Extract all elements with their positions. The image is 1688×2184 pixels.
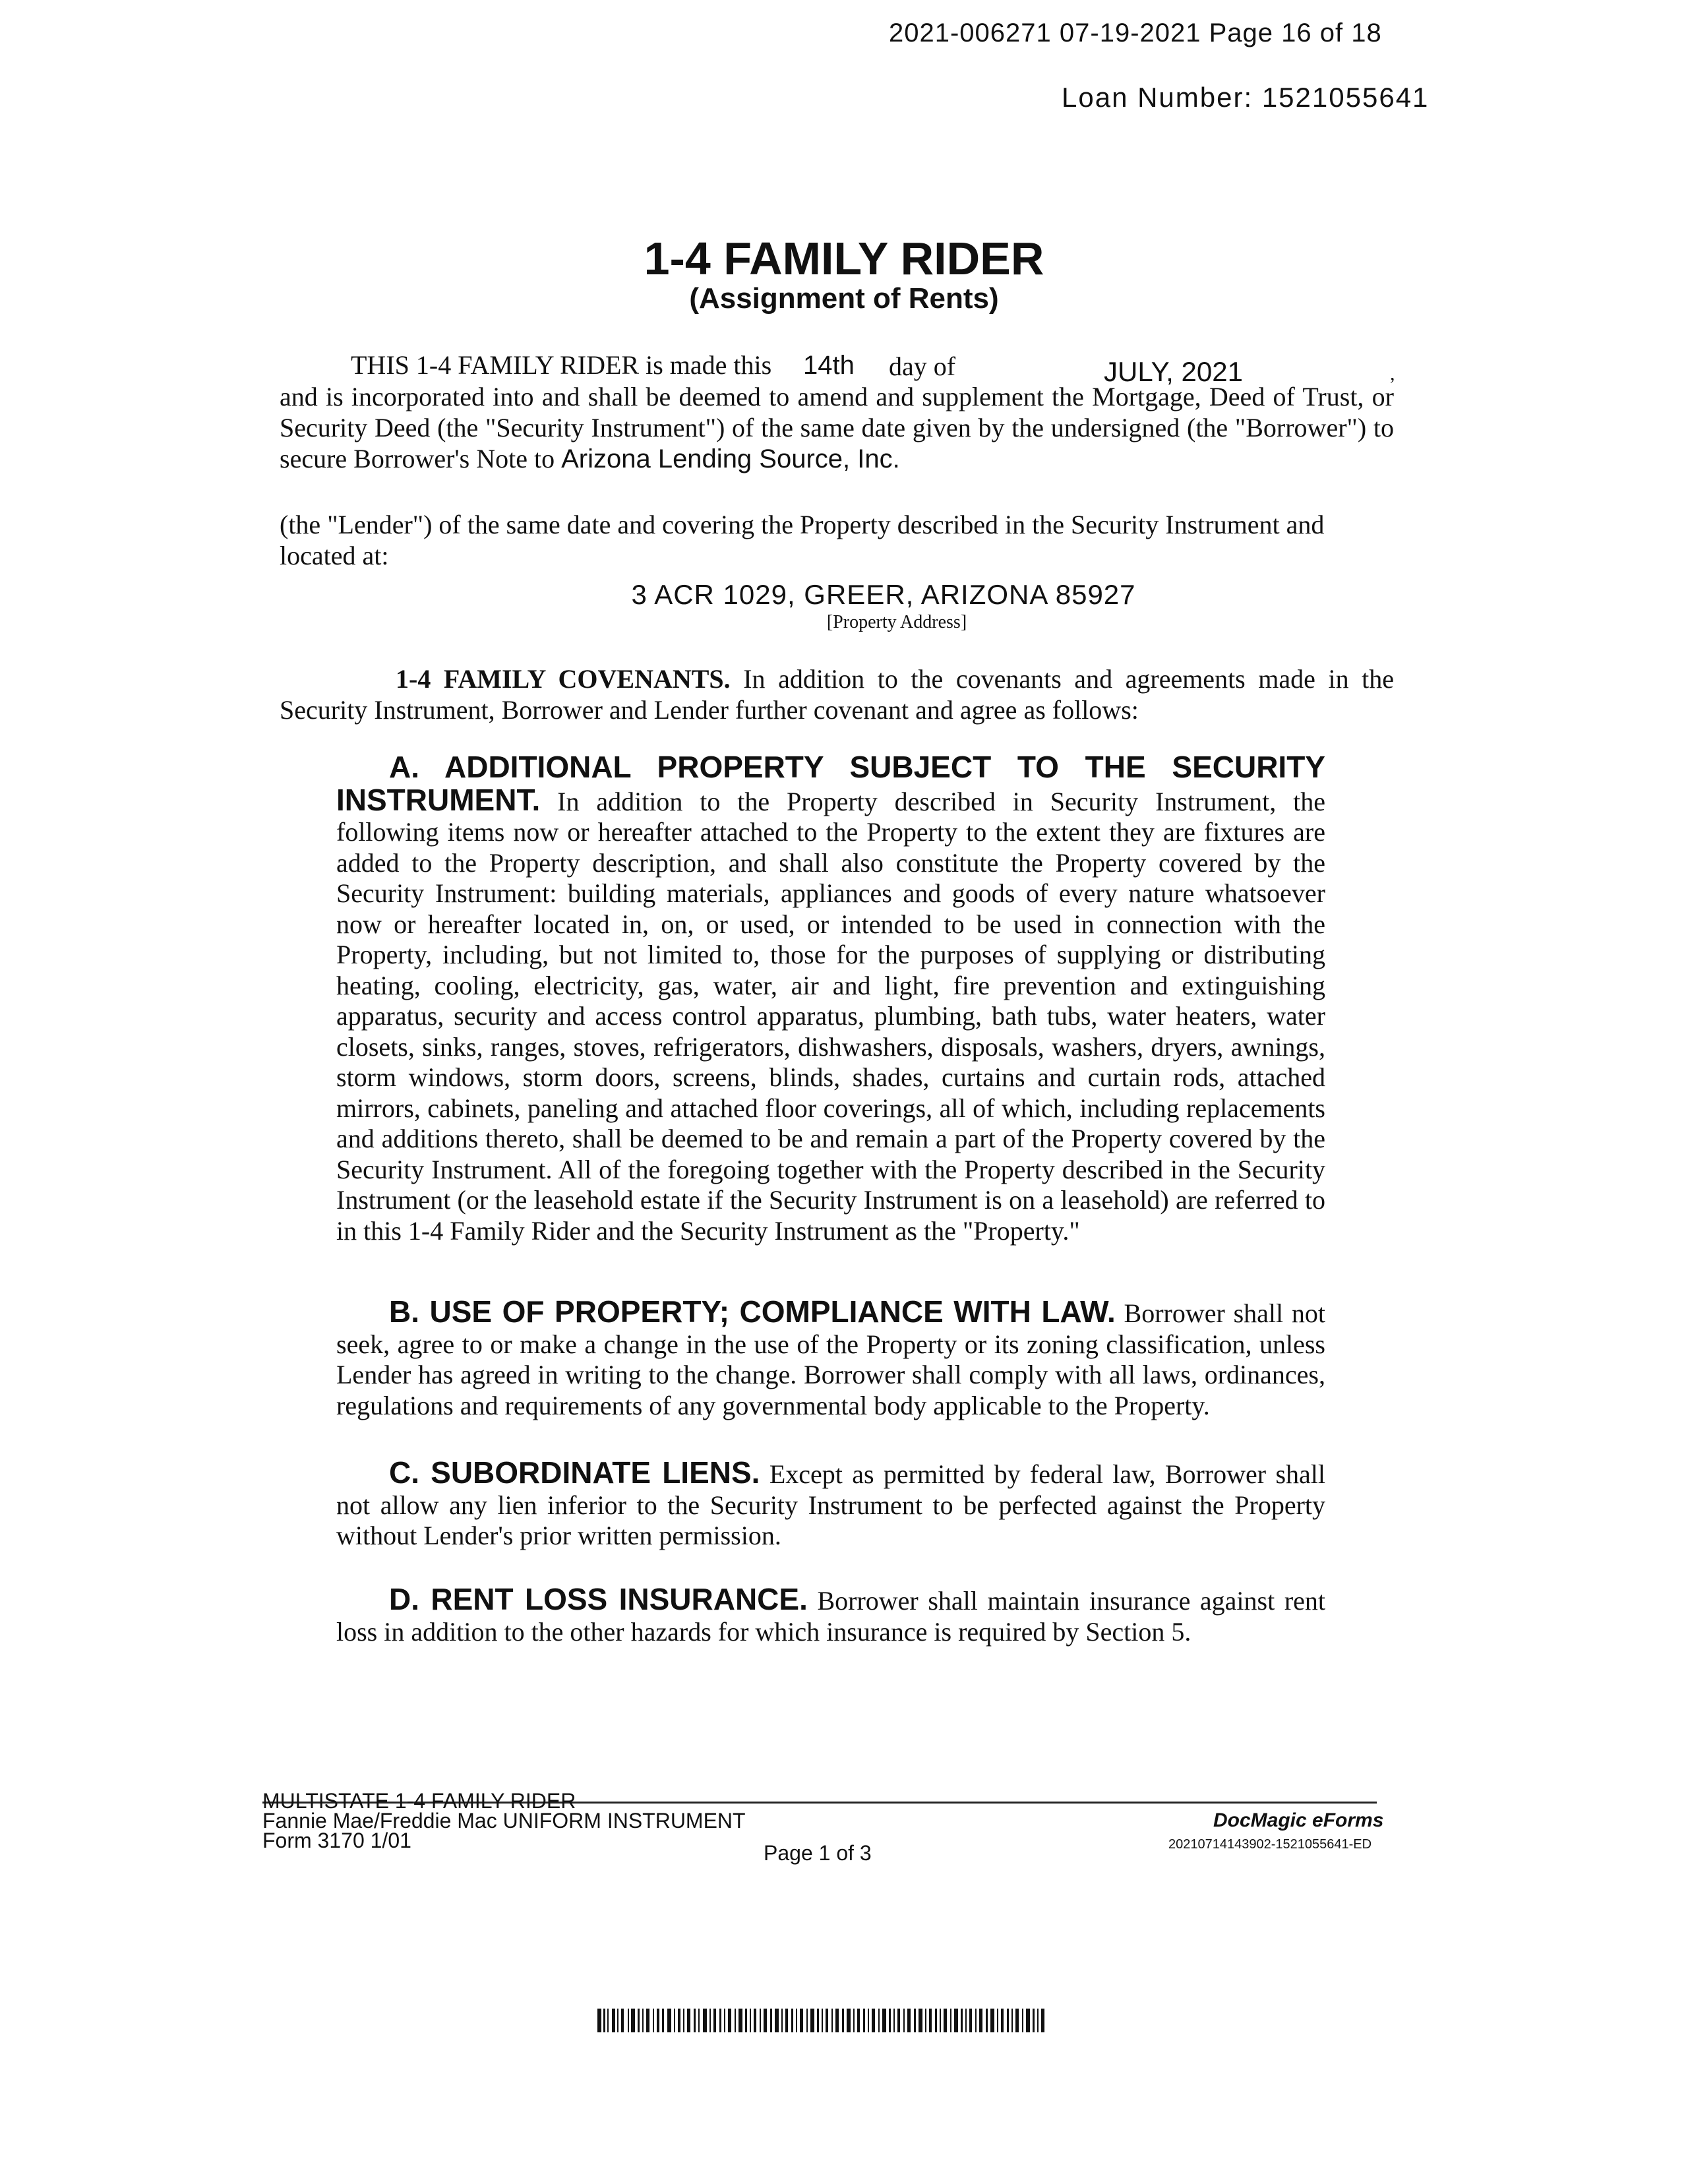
intro-paragraph bbox=[280, 381, 1394, 475]
covenants-heading: 1-4 FAMILY COVENANTS. bbox=[396, 664, 731, 694]
loan-number-line bbox=[1062, 82, 1429, 113]
intro-line-1: THIS 1-4 FAMILY RIDER is made this bbox=[351, 350, 772, 380]
intro-day-value: 14th bbox=[803, 351, 855, 380]
covenants-paragraph bbox=[280, 663, 1394, 725]
barcode bbox=[597, 2009, 1046, 2032]
footer-form-title: MULTISTATE 1-4 FAMILY RIDER bbox=[262, 1789, 576, 1813]
section-c-text: Except as permitted by federal law, Borrower shall not allow any lien inferior to the Security Instrument to be perfected against the Property without Lender's prior written permission. bbox=[336, 1459, 1326, 1550]
footer-form-org: Fannie Mae/Freddie Mac UNIFORM INSTRUMENT bbox=[262, 1809, 746, 1833]
section-c bbox=[336, 1457, 1325, 1552]
section-d bbox=[336, 1584, 1325, 1647]
section-b-text: Borrower shall not seek, agree to or make a change in the use of the Property or its zoning classification, unless Lender has agreed in writing to the change. Borrower shall comply with all laws, ordinances, regulations and requirements of any governmental body applicable to the Property. bbox=[336, 1298, 1325, 1420]
footer-document-id: 20210714143902-1521055641-ED bbox=[1168, 1837, 1372, 1852]
section-d-heading: D. RENT LOSS INSURANCE. bbox=[389, 1582, 808, 1616]
section-a-text: In addition to the Property described in Security Instrument, the following items now or hereafter attached to the Property to the extent they are fixtures are added to the Property description, and shall also constitute the Property covered by the Security Instrument: building materials, appliances and goods of every nature whatsoever now or hereafter located in, on, or used, or intended to be used in connection with the Property, including, but not limited to, those for the purposes of supplying or distributing heating, cooling, electricity, gas, water, air and light, fire prevention and extinguishing apparatus, security and access control apparatus, plumbing, bath tubs, water heaters, water closets, sinks, ranges, stoves, refrigerators, dishwashers, disposals, washers, dryers, awnings, storm windows, storm doors, screens, blinds, shades, curtains and curtain rods, attached mirrors, cabinets, paneling and attached floor coverings, all of which, including replacements and additions thereto, shall be deemed to be and remain a part of the Property covered by the Security Instrument. All of the foregoing together with the Property described in the Security Instrument (or the leasehold estate if the Security Instrument is on a leasehold) are referred to in this 1-4 Family Rider and the Security Instrument as the "Property." bbox=[336, 786, 1326, 1246]
section-b-heading: B. USE OF PROPERTY; COMPLIANCE WITH LAW. bbox=[389, 1294, 1116, 1329]
lender-name: Arizona Lending Source, Inc. bbox=[561, 444, 900, 473]
loan-number-label: Loan Number: bbox=[1062, 82, 1253, 113]
section-a bbox=[336, 752, 1325, 1246]
covenants-text: In addition to the covenants and agreements made in the Security Instrument, Borrower and Lender further covenant and agree as follows: bbox=[280, 664, 1394, 725]
lender-line: (the "Lender") of the same date and covering the Property described in the Security Instrument and located at: bbox=[280, 510, 1325, 570]
section-a-heading: A. ADDITIONAL PROPERTY SUBJECT TO THE SECURITY INSTRUMENT. bbox=[336, 750, 1325, 817]
section-b bbox=[336, 1296, 1325, 1421]
document-subtitle: (Assignment of Rents) bbox=[689, 282, 999, 315]
footer-form-number: Form 3170 1/01 bbox=[262, 1829, 411, 1852]
intro-continuation: and is incorporated into and shall be deemed to amend and supplement the Mortgage, Deed of Trust, or Security Deed (the "Security Instrument") of the same date given by the undersigned (the "Borrower") to secure Borrower's Note to bbox=[280, 382, 1394, 473]
loan-number-value: 1521055641 bbox=[1261, 82, 1430, 113]
recording-info: 2021-006271 07-19-2021 Page 16 of 18 bbox=[889, 18, 1382, 47]
document-title: 1-4 FAMILY RIDER bbox=[644, 233, 1044, 284]
intro-comma: , bbox=[1390, 363, 1395, 384]
property-address-label: [Property Address] bbox=[826, 612, 967, 632]
section-d-text: Borrower shall maintain insurance against rent loss in addition to the other hazards for which insurance is required by Section 5. bbox=[336, 1586, 1326, 1647]
footer-brand-logo: DocMagic eForms bbox=[1213, 1809, 1384, 1831]
footer-form-info bbox=[262, 1791, 746, 1850]
property-address: 3 ACR 1029, GREER, ARIZONA 85927 bbox=[631, 579, 1136, 610]
section-c-heading: C. SUBORDINATE LIENS. bbox=[389, 1455, 760, 1490]
intro-date-value: JULY, 2021 bbox=[1104, 356, 1243, 387]
footer-page-number: Page 1 of 3 bbox=[764, 1841, 872, 1865]
intro-day-of: day of bbox=[889, 351, 956, 381]
